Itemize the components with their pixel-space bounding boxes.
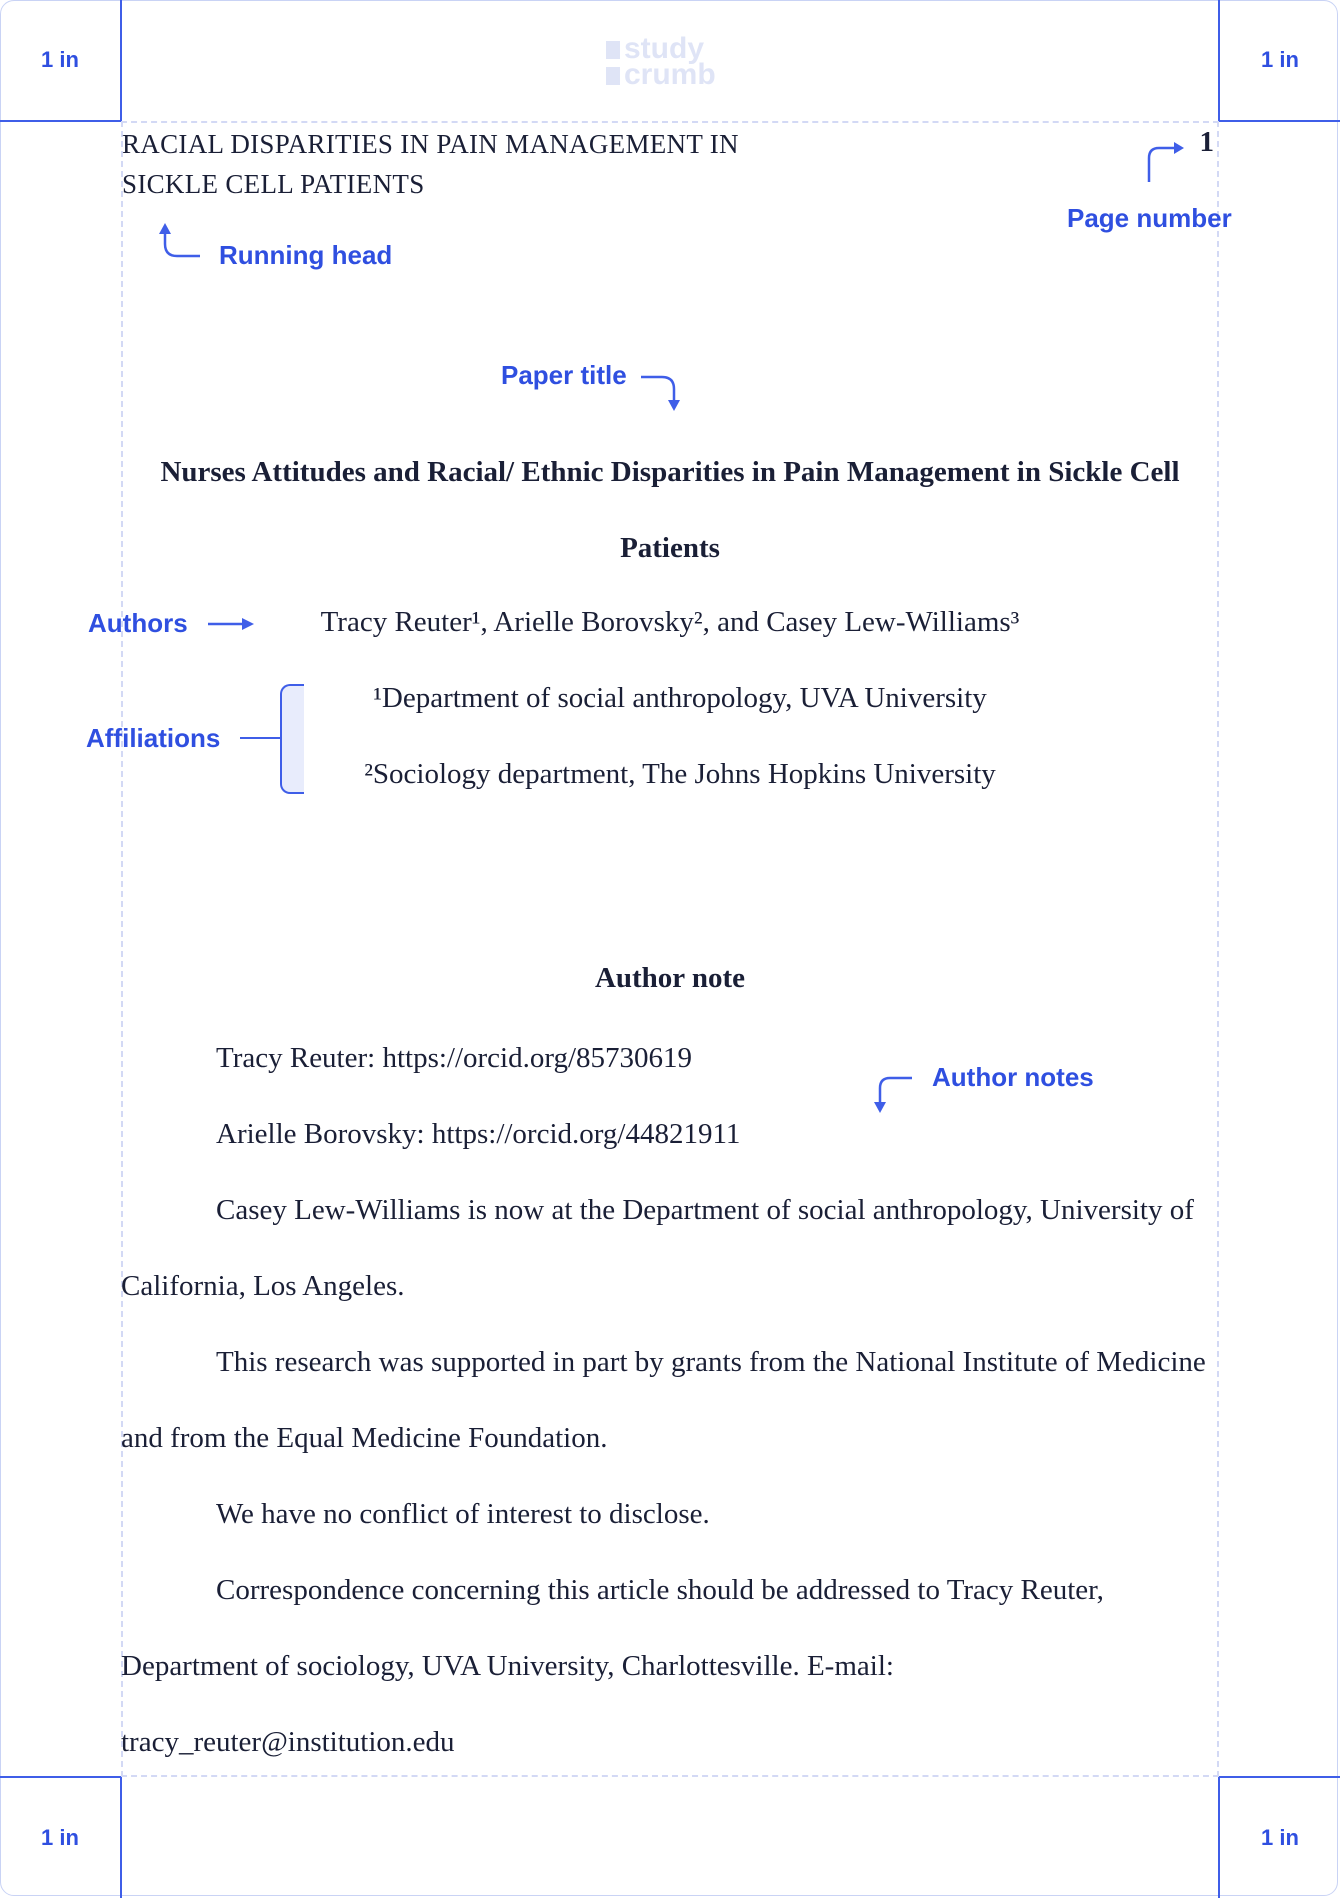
- studycrumb-logo: [606, 32, 736, 92]
- author-note-heading: Author note: [594, 962, 746, 994]
- logo-text-2: crumb: [624, 58, 716, 91]
- margin-label: 1 in: [41, 47, 79, 72]
- author-note-paragraph: Arielle Borovsky: https://orcid.org/44821911: [216, 1118, 741, 1150]
- margin-label: 1 in: [1261, 47, 1299, 72]
- logo-text-1: study: [624, 32, 705, 65]
- running-head-arrow-icon: [155, 222, 205, 262]
- authors-line: Tracy Reuter¹, Arielle Borovsky², and Casey Lew-Williams³: [320, 606, 1020, 638]
- author-note-paragraph: Correspondence concerning this article should be addressed to Tracy Reuter, Department of sociology, UVA University, Charlottesville. E-mail: tracy_reuter@institution.edu: [121, 1574, 1104, 1758]
- author-note-body: [121, 1020, 1221, 1780]
- page-number-arrow-icon: [1140, 138, 1190, 188]
- paper-title: Nurses Attitudes and Racial/ Ethnic Disparities in Pain Management in Sickle Cell Patients: [160, 456, 1180, 564]
- logo-mark-icon: [606, 67, 620, 85]
- annotation-authors: Authors: [88, 608, 188, 638]
- author-note-paragraph: Casey Lew-Williams is now at the Department of social anthropology, University of California, Los Angeles.: [121, 1194, 1194, 1302]
- affiliation-1: ¹Department of social anthropology, UVA University: [373, 682, 987, 714]
- affiliation-2: ²Sociology department, The Johns Hopkins University: [364, 758, 996, 790]
- affiliations-connector: [240, 737, 280, 739]
- margin-label: 1 in: [41, 1825, 79, 1850]
- margin-bottom-left: [0, 1776, 122, 1898]
- margin-label: 1 in: [1261, 1825, 1299, 1850]
- annotation-affiliations: Affiliations: [86, 723, 221, 753]
- author-note-paragraph: We have no conflict of interest to disclose.: [216, 1498, 710, 1530]
- page-number: 1: [1199, 126, 1214, 158]
- margin-top-left: [0, 0, 122, 122]
- margin-top-right: [1218, 0, 1340, 122]
- annotation-author-notes: Author notes: [932, 1062, 1094, 1092]
- margin-bottom-right: [1218, 1776, 1340, 1898]
- logo-mark-icon: [606, 41, 620, 59]
- annotation-running-head: Running head: [219, 240, 393, 270]
- running-head: RACIAL DISPARITIES IN PAIN MANAGEMENT IN SICKLE CELL PATIENTS: [122, 129, 739, 199]
- annotation-paper-title: Paper title: [501, 360, 627, 390]
- paper-title-arrow-icon: [638, 368, 688, 418]
- annotation-page-number: Page number: [1067, 203, 1232, 233]
- author-note-paragraph: This research was supported in part by grants from the National Institute of Medicine and from the Equal Medicine Foundation.: [121, 1346, 1206, 1454]
- author-note-paragraph: Tracy Reuter: https://orcid.org/85730619: [216, 1042, 693, 1074]
